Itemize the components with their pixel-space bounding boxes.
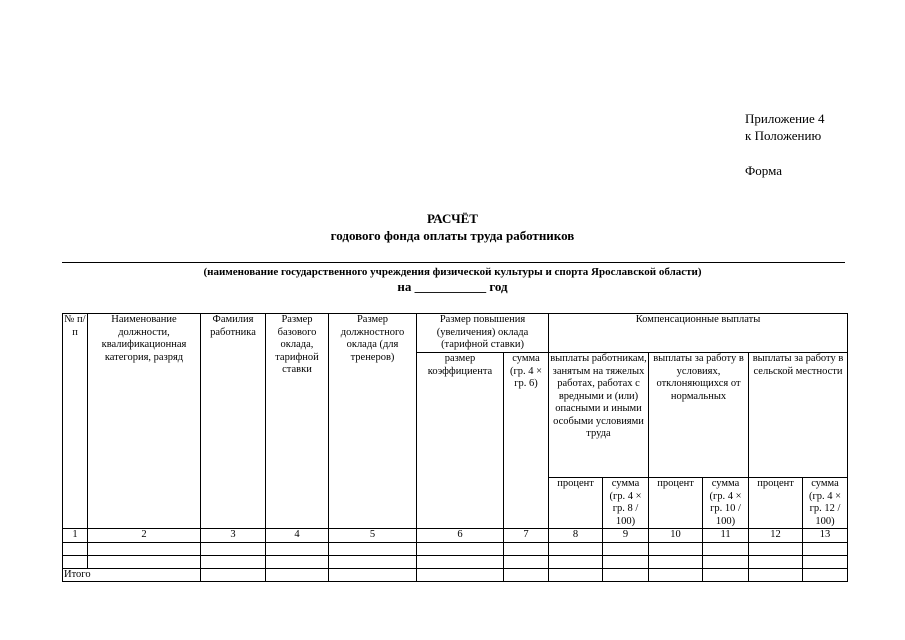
column-number: 9 xyxy=(603,529,649,543)
table-cell xyxy=(749,542,803,555)
appendix-line: Приложение 4 xyxy=(745,111,825,126)
table-cell xyxy=(329,568,417,582)
table-cell xyxy=(266,555,329,568)
table-cell xyxy=(88,542,201,555)
header-sum: сумма (гр. 4 × гр. 10 / 100) xyxy=(703,478,749,529)
table-cell xyxy=(749,555,803,568)
header-percent: процент xyxy=(749,478,803,529)
table-row xyxy=(63,555,848,568)
table-cell xyxy=(803,568,848,582)
table-cell xyxy=(63,542,88,555)
table-cell xyxy=(649,568,703,582)
table-cell xyxy=(63,555,88,568)
table-cell xyxy=(603,542,649,555)
appendix-block xyxy=(745,110,825,179)
column-number: 12 xyxy=(749,529,803,543)
table-cell xyxy=(603,568,649,582)
header-coefficient: размер коэффициента xyxy=(417,353,504,529)
table-cell xyxy=(417,555,504,568)
header-sum-6: сумма (гр. 4 × гр. 6) xyxy=(504,353,549,529)
table-cell xyxy=(549,555,603,568)
table-cell xyxy=(603,555,649,568)
table-cell xyxy=(649,555,703,568)
payroll-table xyxy=(62,313,848,582)
column-number: 7 xyxy=(504,529,549,543)
table-cell xyxy=(549,542,603,555)
header-compensation: Компенсационные выплаты xyxy=(549,314,848,353)
table-cell xyxy=(417,542,504,555)
header-percent: процент xyxy=(649,478,703,529)
year-line: на ___________ год xyxy=(397,279,508,294)
organization-line xyxy=(62,262,845,263)
table-cell xyxy=(803,542,848,555)
table-cell xyxy=(649,542,703,555)
table-cell xyxy=(749,568,803,582)
table-cell xyxy=(201,555,266,568)
header-increase: Размер повышения (увеличения) оклада (тарифной ставки) xyxy=(417,314,549,353)
table-cell xyxy=(803,555,848,568)
table-cell xyxy=(703,568,749,582)
column-number: 6 xyxy=(417,529,504,543)
table-cell xyxy=(549,568,603,582)
header-percent: процент xyxy=(549,478,603,529)
table-cell xyxy=(504,555,549,568)
column-number: 4 xyxy=(266,529,329,543)
header-surname: Фамилия работника xyxy=(201,314,266,529)
column-number: 10 xyxy=(649,529,703,543)
table-cell xyxy=(504,568,549,582)
header-position: Наименование должности, квалификационная категория, разряд xyxy=(88,314,201,529)
column-number: 3 xyxy=(201,529,266,543)
total-row xyxy=(63,568,848,582)
table-cell xyxy=(329,542,417,555)
header-rural: выплаты за работу в сельской местности xyxy=(749,353,848,478)
document-subtitle: годового фонда оплаты труда работников xyxy=(330,228,575,243)
table-cell xyxy=(201,542,266,555)
header-base-salary: Размер базового оклада, тарифной ставки xyxy=(266,314,329,529)
organization-caption: (наименование государственного учреждения физической культуры и спорта Ярославской области) xyxy=(203,266,702,278)
table-cell xyxy=(703,555,749,568)
header-num: № п/п xyxy=(63,314,88,529)
header-sum: сумма (гр. 4 × гр. 12 / 100) xyxy=(803,478,848,529)
table-cell xyxy=(88,555,201,568)
header-hard-conditions: выплаты работникам, занятым на тяжелых работах, работах с вредными и (или) опасными и иными особыми условиями труда xyxy=(549,353,649,478)
header-sum: сумма (гр. 4 × гр. 8 / 100) xyxy=(603,478,649,529)
table-cell xyxy=(329,555,417,568)
table-row xyxy=(63,542,848,555)
table-cell xyxy=(266,542,329,555)
document-title: РАСЧЁТ xyxy=(427,211,478,226)
column-number: 5 xyxy=(329,529,417,543)
table-cell xyxy=(201,568,266,582)
column-number: 8 xyxy=(549,529,603,543)
table-cell xyxy=(703,542,749,555)
form-label: Форма xyxy=(745,163,782,178)
column-number: 2 xyxy=(88,529,201,543)
appendix-line: к Положению xyxy=(745,128,822,143)
column-number: 13 xyxy=(803,529,848,543)
column-number: 1 xyxy=(63,529,88,543)
column-number: 11 xyxy=(703,529,749,543)
table-cell xyxy=(417,568,504,582)
table-cell xyxy=(266,568,329,582)
table-cell xyxy=(504,542,549,555)
header-deviating-conditions: выплаты за работу в условиях, отклоняющихся от нормальных xyxy=(649,353,749,478)
total-label: Итого xyxy=(63,568,201,582)
header-official-salary: Размер должностного оклада (для тренеров) xyxy=(329,314,417,529)
